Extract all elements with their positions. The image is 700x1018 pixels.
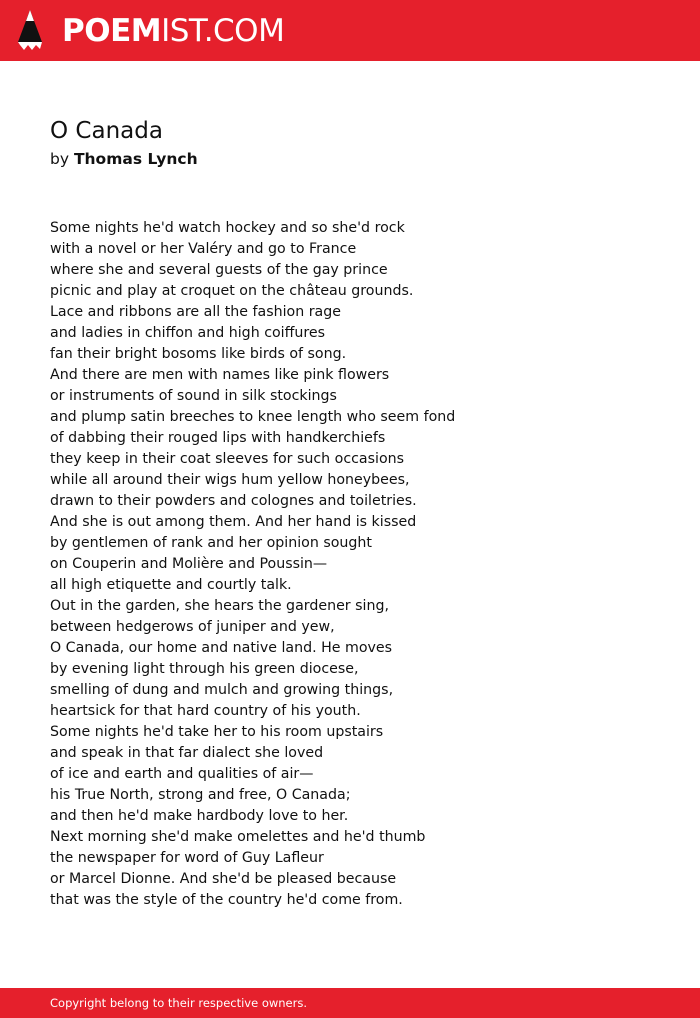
poem-title: O Canada: [50, 118, 163, 144]
site-header: [0, 0, 700, 61]
site-logo[interactable]: [62, 11, 284, 51]
poem-line: of dabbing their rouged lips with handkerchiefs: [50, 430, 386, 446]
poem-line: his True North, strong and free, O Canada;: [50, 787, 351, 803]
poem-line: with a novel or her Valéry and go to France: [50, 241, 357, 257]
poem-line: drawn to their powders and colognes and toiletries.: [50, 493, 417, 509]
poem-line: that was the style of the country he'd come from.: [50, 892, 403, 908]
poem-line: And she is out among them. And her hand is kissed: [50, 514, 417, 530]
poem-line: Lace and ribbons are all the fashion rage: [50, 304, 341, 320]
poem-line: by evening light through his green diocese,: [50, 661, 359, 677]
poem-line: and then he'd make hardbody love to her.: [50, 808, 349, 824]
poem-line: Some nights he'd watch hockey and so she'd rock: [50, 220, 405, 236]
poem-line: and plump satin breeches to knee length who seem fond: [50, 409, 456, 425]
copyright-notice: Copyright belong to their respective owners.: [50, 996, 308, 1010]
byline-prefix: by: [50, 150, 70, 168]
poem-line: heartsick for that hard country of his youth.: [50, 703, 361, 719]
poem-line: while all around their wigs hum yellow honeybees,: [50, 472, 410, 488]
poem-line: Out in the garden, she hears the gardener sing,: [50, 598, 389, 614]
poem-line: between hedgerows of juniper and yew,: [50, 619, 335, 635]
poem-line: smelling of dung and mulch and growing things,: [50, 682, 394, 698]
poem-line: on Couperin and Molière and Poussin—: [50, 556, 328, 572]
poem-line: where she and several guests of the gay prince: [50, 262, 388, 278]
poem-line: the newspaper for word of Guy Lafleur: [50, 850, 324, 866]
poem-line: by gentlemen of rank and her opinion sought: [50, 535, 372, 551]
logo-text-bold: POEM: [62, 13, 162, 49]
poem-line: all high etiquette and courtly talk.: [50, 577, 292, 593]
pencil-logo-icon[interactable]: [18, 10, 42, 51]
site-footer: [0, 988, 700, 1018]
poem-line: And there are men with names like pink flowers: [50, 367, 390, 383]
poem-line: picnic and play at croquet on the château grounds.: [50, 283, 414, 299]
poem-line: O Canada, our home and native land. He moves: [50, 640, 393, 656]
poem-body: [50, 218, 670, 911]
poem-line: fan their bright bosoms like birds of song.: [50, 346, 347, 362]
poem-byline: [50, 148, 198, 170]
poem-line: and ladies in chiffon and high coiffures: [50, 325, 326, 341]
poem-line: of ice and earth and qualities of air—: [50, 766, 314, 782]
author-name: Thomas Lynch: [73, 150, 198, 168]
logo-text-light: IST.COM: [161, 13, 285, 49]
poem-line: and speak in that far dialect she loved: [50, 745, 324, 761]
poem-line: or instruments of sound in silk stockings: [50, 388, 337, 404]
poem-line: or Marcel Dionne. And she'd be pleased because: [50, 871, 397, 887]
poem-line: Next morning she'd make omelettes and he'd thumb: [50, 829, 426, 845]
poem-line: Some nights he'd take her to his room upstairs: [50, 724, 384, 740]
poem-line: they keep in their coat sleeves for such occasions: [50, 451, 405, 467]
